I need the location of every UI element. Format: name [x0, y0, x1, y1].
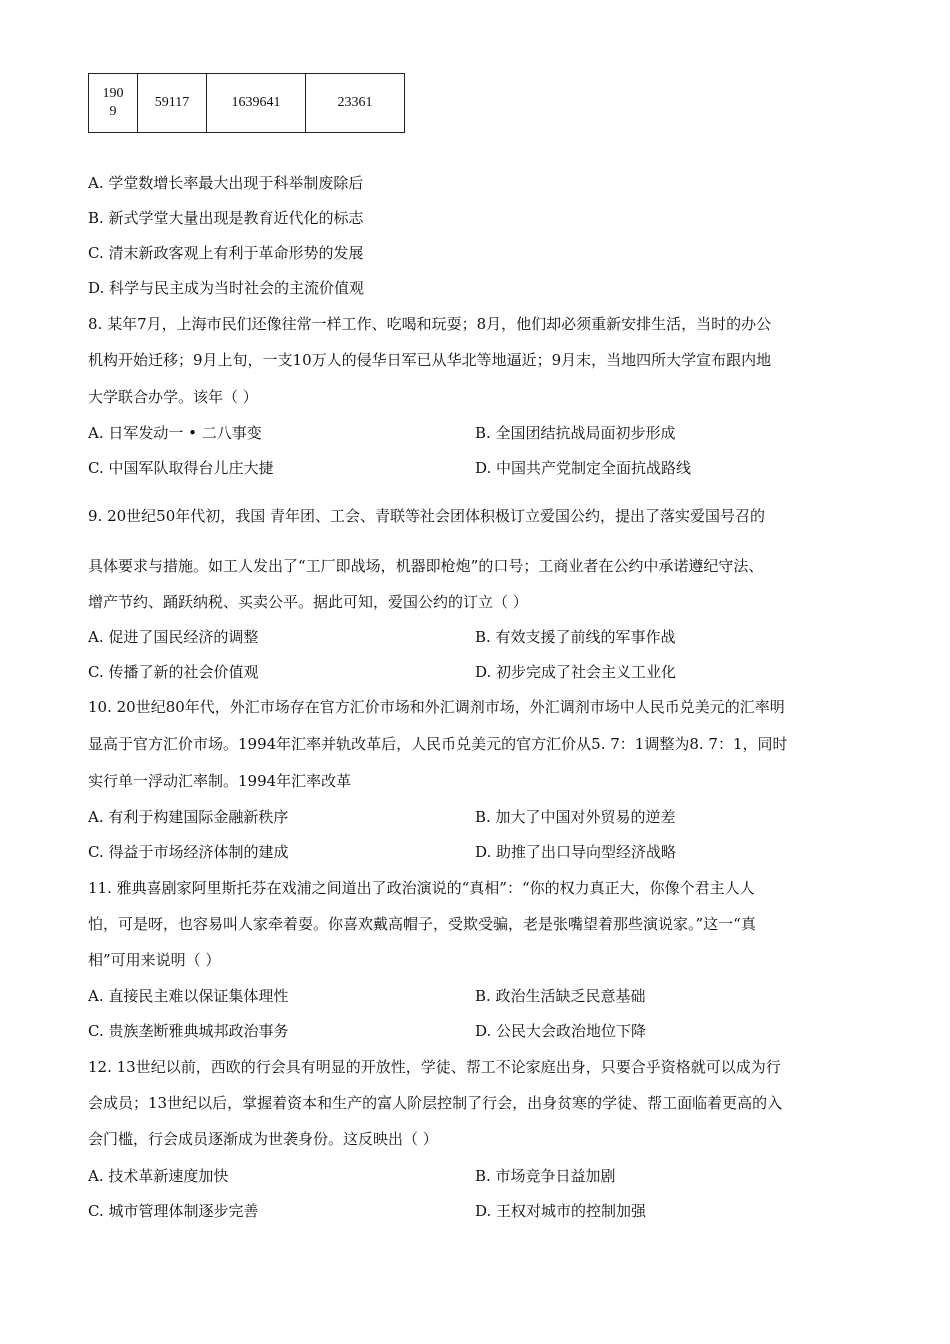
year-line-2: 9	[109, 104, 117, 119]
q7-option-b: B. 新式学堂大量出现是教育近代化的标志	[88, 209, 364, 227]
q7-option-c: C. 清末新政客观上有利于革命形势的发展	[88, 244, 364, 262]
q11-option-d: D. 公民大会政治地位下降	[475, 1022, 647, 1040]
q12-stem-line-2: 会成员；13世纪以后，掌握着资本和生产的富人阶层控制了行会，出身贫寒的学徒、帮工面临着更高的入	[88, 1094, 783, 1112]
q12-stem-line-1: 12. 13世纪以前，西欧的行会具有明显的开放性，学徒、帮工不论家庭出身，只要合乎资格就可以成为行	[88, 1058, 781, 1076]
table-cell-year	[89, 74, 138, 133]
q11-option-c: C. 贵族垄断雅典城邦政治事务	[88, 1022, 289, 1040]
q12-option-c: C. 城市管理体制逐步完善	[88, 1202, 259, 1220]
table-cell-students: 1639641	[207, 74, 306, 133]
q9-stem-line-2: 具体要求与措施。如工人发出了“工厂即战场，机器即枪炮”的口号；工商业者在公约中承诺遵纪守法、	[88, 557, 764, 575]
q10-option-b: B. 加大了中国对外贸易的逆差	[475, 808, 676, 826]
q8-option-c: C. 中国军队取得台儿庄大捷	[88, 459, 274, 477]
q11-stem-line-2: 怕，可是呀，也容易叫人家牵着耍。你喜欢戴高帽子，受欺受骗，老是张嘴望着那些演说家。”这一“真	[88, 915, 756, 933]
q11-option-a: A. 直接民主难以保证集体理性	[88, 987, 289, 1005]
q10-stem-line-3: 实行单一浮动汇率制。1994年汇率改革	[88, 772, 352, 790]
table-row	[89, 74, 405, 133]
q10-option-c: C. 得益于市场经济体制的建成	[88, 843, 289, 861]
q12-option-b: B. 市场竞争日益加剧	[475, 1167, 616, 1185]
q10-option-a: A. 有利于构建国际金融新秩序	[88, 808, 289, 826]
q8-stem-line-2: 机构开始迁移；9月上旬，一支10万人的侵华日军已从华北等地逼近；9月末，当地四所大学宣布跟内地	[88, 351, 772, 369]
q8-stem-line-3: 大学联合办学。该年（ ）	[88, 388, 258, 406]
q9-option-d: D. 初步完成了社会主义工业化	[475, 663, 677, 681]
q8-option-a: A. 日军发动一 • 二八事变	[88, 424, 262, 442]
q11-stem-line-3: 相”可用来说明（ ）	[88, 951, 221, 969]
q7-option-a: A. 学堂数增长率最大出现于科举制废除后	[88, 174, 364, 192]
q9-stem-line-1: 9. 20世纪50年代初，我国 青年团、工会、青联等社会团体积极订立爱国公约，提出了落实爱国号召的	[88, 507, 766, 525]
q10-stem-line-2: 显高于官方汇价市场。1994年汇率并轨改革后，人民币兑美元的官方汇价从5. 7：1调整为8. 7：1，同时	[88, 735, 788, 753]
school-statistics-table	[88, 73, 405, 133]
q9-option-c: C. 传播了新的社会价值观	[88, 663, 259, 681]
year-line-1: 190	[102, 86, 124, 101]
q10-stem-line-1: 10. 20世纪80年代，外汇市场存在官方汇价市场和外汇调剂市场，外汇调剂市场中人民币兑美元的汇率明	[88, 698, 785, 716]
q8-stem-line-1: 8. 某年7月，上海市民们还像往常一样工作、吃喝和玩耍；8月，他们却必须重新安排生活，当时的办公	[88, 315, 772, 333]
q11-stem-line-1: 11. 雅典喜剧家阿里斯托芬在戏浦之间道出了政治演说的“真相”：“你的权力真正大，你像个君主人人	[88, 879, 755, 897]
q8-option-b: B. 全国团结抗战局面初步形成	[475, 424, 676, 442]
q8-option-d: D. 中国共产党制定全面抗战路线	[475, 459, 692, 477]
table-cell-schools: 59117	[138, 74, 207, 133]
q12-option-a: A. 技术革新速度加快	[88, 1167, 229, 1185]
q7-option-d: D. 科学与民主成为当时社会的主流价值观	[88, 279, 365, 297]
q9-option-a: A. 促进了国民经济的调整	[88, 628, 259, 646]
q12-option-d: D. 王权对城市的控制加强	[475, 1202, 647, 1220]
q9-option-b: B. 有效支援了前线的军事作战	[475, 628, 676, 646]
q10-option-d: D. 助推了出口导向型经济战略	[475, 843, 677, 861]
q11-option-b: B. 政治生活缺乏民意基础	[475, 987, 646, 1005]
table-cell-value: 23361	[306, 74, 405, 133]
q12-stem-line-3: 会门槛，行会成员逐渐成为世袭身份。这反映出（ ）	[88, 1130, 438, 1148]
q9-stem-line-3: 增产节约、踊跃纳税、买卖公平。据此可知，爱国公约的订立（ ）	[88, 593, 528, 611]
